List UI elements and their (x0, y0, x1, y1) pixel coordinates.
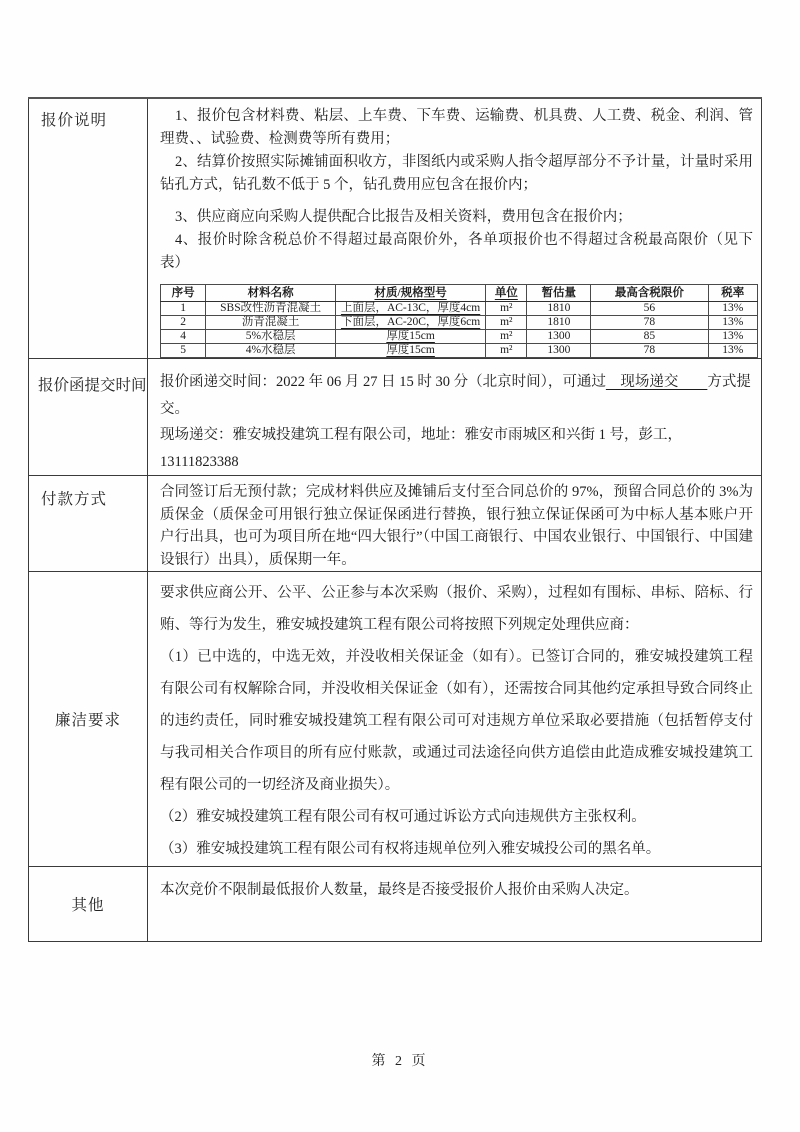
materials-cell-spec-text: 厚度15cm (386, 344, 435, 356)
label-submission-time: 报价函提交时间 (29, 359, 148, 476)
payment-method-content (148, 476, 762, 572)
label-payment-method: 付款方式 (29, 476, 148, 572)
other-body: 本次竞价不限制最低报价人数量，最终是否接受报价人报价由采购人决定。 (160, 882, 639, 898)
materials-cell-maxprice: 85 (591, 330, 708, 344)
materials-header-taxrate: 税率 (708, 285, 757, 302)
materials-cell-unit: m² (486, 302, 527, 316)
submission-time-body (160, 359, 753, 475)
materials-cell-taxrate: 13% (708, 316, 757, 330)
materials-cell-maxprice: 78 (591, 344, 708, 358)
notes-item-1: 1、报价包含材料费、粘层、上车费、下车费、运输费、机具费、人工费、税金、利润、管理费、、试验费、检测费等所有费用； (160, 108, 753, 147)
materials-cell-taxrate: 13% (708, 330, 757, 344)
materials-cell-index: 1 (161, 302, 206, 316)
quotation-notes-body (160, 99, 753, 358)
integrity-paragraph-4: （3）雅安城投建筑工程有限公司有权将违规单位列入雅安城投公司的黑名单。 (160, 841, 661, 857)
other-content (148, 867, 762, 942)
submission-line1-suffix: 方式提交。 (160, 374, 751, 417)
materials-cell-spec-text: 上面层，AC-13C，厚度4cm (340, 302, 481, 314)
materials-cell-spec (335, 302, 485, 316)
materials-cell-qty: 1810 (527, 316, 591, 330)
quotation-notes-content (148, 98, 762, 359)
materials-cell-taxrate: 13% (708, 344, 757, 358)
submission-line-1 (160, 369, 753, 422)
materials-header-name: 材料名称 (206, 285, 336, 302)
materials-header-spec (335, 285, 485, 302)
materials-table (160, 284, 758, 358)
materials-cell-unit: m² (486, 316, 527, 330)
materials-cell-name: 5%水稳层 (206, 330, 336, 344)
materials-header-qty: 暂估量 (527, 285, 591, 302)
submission-time-content (148, 359, 762, 476)
row-payment-method (29, 476, 762, 572)
materials-header-row (161, 285, 758, 302)
row-integrity-requirements (29, 572, 762, 867)
submission-line1-prefix: 报价函递交时间：2022 年 06 月 27 日 15 时 30 分（北京时间），可通过 (160, 374, 606, 390)
row-quotation-notes (29, 98, 762, 359)
label-quotation-notes: 报价说明 (29, 98, 148, 359)
materials-cell-name: 4%水稳层 (206, 344, 336, 358)
integrity-paragraph-3: （2）雅安城投建筑工程有限公司有权可通过诉讼方式向违规供方主张权利。 (160, 809, 646, 825)
materials-cell-index: 2 (161, 316, 206, 330)
materials-cell-spec (335, 330, 485, 344)
materials-cell-spec-text: 下面层，AC-20C，厚度6cm (340, 316, 481, 328)
materials-cell-name: SBS改性沥青混凝土 (206, 302, 336, 316)
label-integrity-requirements: 廉洁要求 (29, 572, 148, 867)
integrity-requirements-body (160, 572, 753, 865)
form-table (28, 97, 762, 942)
materials-cell-qty: 1300 (527, 330, 591, 344)
materials-cell-name: 沥青混凝土 (206, 316, 336, 330)
integrity-paragraph-1: 要求供应商公开、公平、公正参与本次采购（报价、采购），过程如有围标、串标、陪标、行贿、等行为发生，雅安城投建筑工程有限公司将按照下列规定处理供应商： (160, 585, 753, 633)
materials-row-3 (161, 330, 758, 344)
page-number: 第 2 页 (371, 1054, 429, 1069)
integrity-requirements-content (148, 572, 762, 867)
materials-header-unit-text: 单位 (494, 286, 518, 299)
form-table-wrap (28, 97, 762, 942)
materials-header-spec-text: 材质/规格型号 (374, 286, 447, 299)
payment-method-body: 合同签订后无预付款；完成材料供应及摊铺后支付至合同总价的 97%，预留合同总价的 3%为质保金（质保金可用银行独立保证保函进行替换，银行独立保证保函可为中标人基本账户开户行出具，也可为项目所在地“四大银行”（中国工商银行、中国农业银行、中国银行、中国建设银行）出具），质保期一年。 (160, 484, 753, 568)
materials-cell-spec (335, 316, 485, 330)
materials-row-4 (161, 344, 758, 358)
materials-cell-spec (335, 344, 485, 358)
materials-cell-qty: 1300 (527, 344, 591, 358)
row-other (29, 867, 762, 942)
materials-cell-taxrate: 13% (708, 302, 757, 316)
materials-cell-index: 4 (161, 330, 206, 344)
submission-method-underlined: 现场递交 (605, 374, 708, 390)
materials-cell-unit: m² (486, 344, 527, 358)
materials-cell-index: 5 (161, 344, 206, 358)
materials-cell-maxprice: 56 (591, 302, 708, 316)
materials-row-2 (161, 316, 758, 330)
notes-item-4: 4、报价时除含税总价不得超过最高限价外，各单项报价也不得超过含税最高限价（见下表） (160, 232, 753, 271)
materials-cell-spec-text: 厚度15cm (386, 330, 435, 342)
materials-header-maxprice: 最高含税限价 (591, 285, 708, 302)
materials-cell-maxprice: 78 (591, 316, 708, 330)
submission-line-2: 现场递交：雅安城投建筑工程有限公司，地址：雅安市雨城区和兴街 1 号，彭工，13111823388 (160, 427, 682, 470)
row-submission-time (29, 359, 762, 476)
integrity-paragraph-2: （1）已中选的，中选无效，并没收相关保证金（如有）。已签订合同的，雅安城投建筑工程有限公司有权解除合同，并没收相关保证金（如有），还需按合同其他约定承担导致合同终止的违约责任，同时雅安城投建筑工程有限公司可对违规方单位采取必要措施（包括暂停支付与我司相关合作项目的所有应付账款，或通过司法途径向供方追偿由此造成雅安城投建筑工程有限公司的一切经济及商业损失）。 (160, 649, 753, 793)
materials-cell-qty: 1810 (527, 302, 591, 316)
materials-cell-unit: m² (486, 330, 527, 344)
label-other: 其他 (29, 867, 148, 942)
materials-header-index: 序号 (161, 285, 206, 302)
materials-header-unit (486, 285, 527, 302)
materials-row-1 (161, 302, 758, 316)
notes-item-2: 2、结算价按照实际摊铺面积收方，非图纸内或采购人指令超厚部分不予计量，计量时采用钻孔方式，钻孔数不低于 5 个，钻孔费用应包含在报价内； (160, 154, 753, 193)
notes-item-3: 3、供应商应向采购人提供配合比报告及相关资料，费用包含在报价内； (175, 209, 632, 225)
